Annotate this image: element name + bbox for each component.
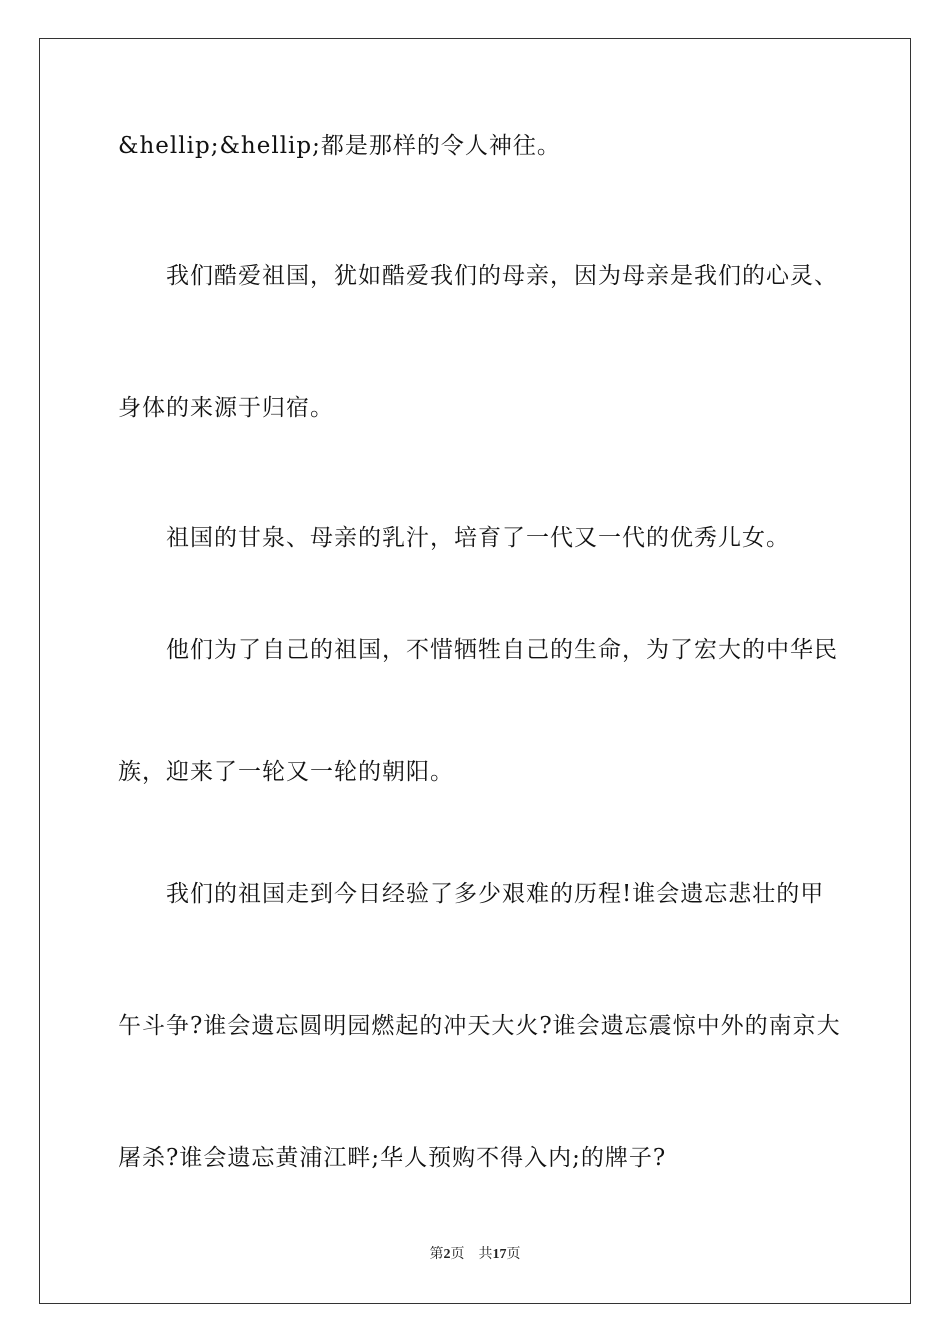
text-line: 他们为了自己的祖国，不惜牺牲自己的生命，为了宏大的中华民 <box>166 637 838 663</box>
total-suffix: 页 <box>506 1247 521 1262</box>
current-page-number: 2 <box>443 1247 451 1262</box>
text-line: 我们酷爱祖国，犹如酷爱我们的母亲，因为母亲是我们的心灵、 <box>166 263 838 289</box>
text-line: 我们的祖国走到今日经验了多少艰难的历程!谁会遗忘悲壮的甲 <box>166 881 825 907</box>
total-prefix: 共 <box>478 1247 493 1262</box>
page-frame <box>39 38 911 1304</box>
page-suffix: 页 <box>450 1247 465 1262</box>
text-line: &hellip;&hellip;都是那样的令人神往。 <box>118 133 561 159</box>
text-line: 族，迎来了一轮又一轮的朝阳。 <box>118 759 454 785</box>
text-line: 祖国的甘泉、母亲的乳汁，培育了一代又一代的优秀儿女。 <box>166 525 790 551</box>
text-line: 身体的来源于归宿。 <box>118 395 334 421</box>
text-line: 屠杀?谁会遗忘黄浦江畔;华人预购不得入内;的牌子? <box>118 1145 667 1171</box>
page-prefix: 第 <box>429 1247 444 1262</box>
total-pages-number: 17 <box>492 1247 507 1262</box>
page-footer <box>0 1245 950 1265</box>
text-line: 午斗争?谁会遗忘圆明园燃起的冲天大火?谁会遗忘震惊中外的南京大 <box>118 1013 841 1039</box>
